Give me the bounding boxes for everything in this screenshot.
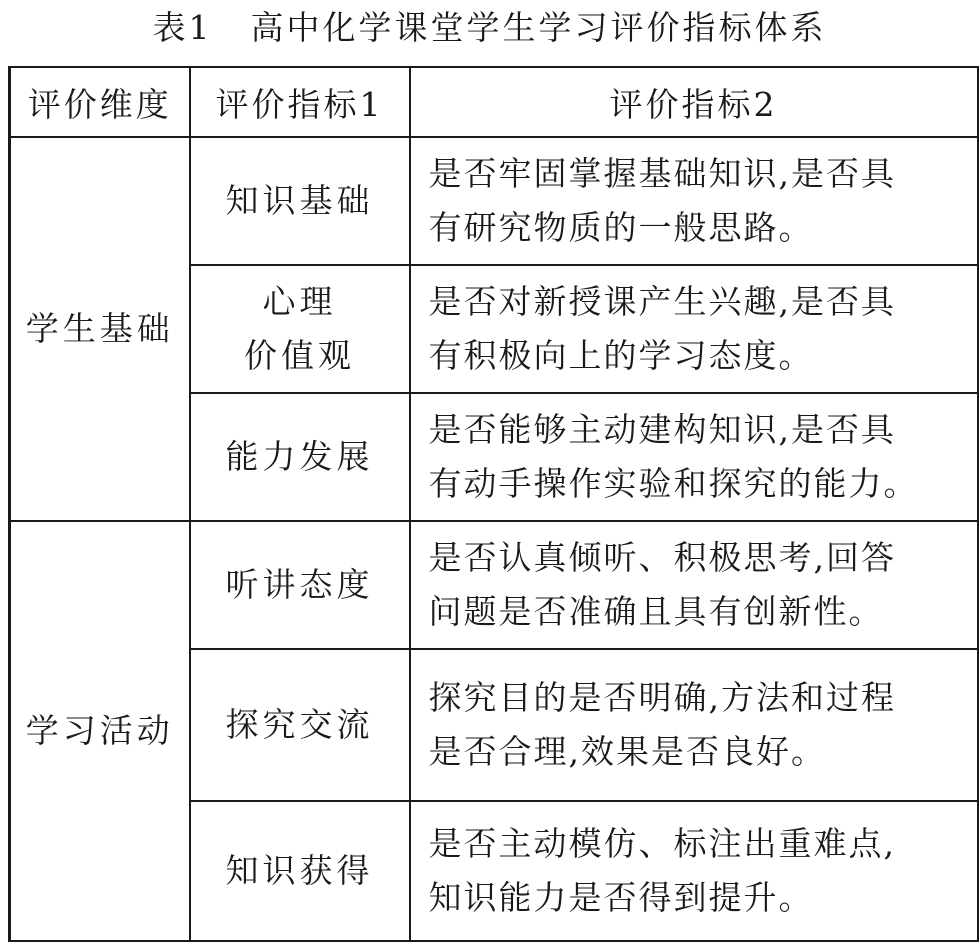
indicator2-line: 是否主动模仿、标注出重难点,	[428, 824, 896, 863]
header-row	[10, 67, 978, 137]
indicator1-line: 听讲态度	[225, 565, 374, 604]
table-caption	[0, 0, 979, 60]
table-row	[10, 137, 978, 265]
indicator2-cell	[410, 521, 978, 649]
indicator1-cell	[190, 521, 410, 649]
indicator2-line: 是否认真倾听、积极思考,回答	[428, 538, 896, 577]
indicator2-line: 有动手操作实验和探究的能力。	[428, 464, 919, 503]
indicator2-line: 知识能力是否得到提升。	[428, 878, 814, 917]
indicator2-cell	[410, 137, 978, 265]
indicator2-cell	[410, 393, 978, 521]
evaluation-table	[8, 66, 979, 942]
indicator2-line: 是否牢固掌握基础知识,是否具	[428, 154, 896, 193]
indicator1-line: 能力发展	[225, 437, 374, 476]
indicator1-line: 心理	[262, 282, 337, 321]
indicator2-line: 是否对新授课产生兴趣,是否具	[428, 282, 896, 321]
dimension-cell: 学生基础	[10, 137, 190, 521]
indicator1-cell	[190, 393, 410, 521]
indicator1-line: 知识获得	[225, 851, 374, 890]
indicator1-cell	[190, 265, 410, 393]
indicator1-line: 知识基础	[225, 181, 374, 220]
indicator2-cell	[410, 649, 978, 801]
header-indicator-1: 评价指标1	[190, 67, 410, 137]
indicator2-line: 有积极向上的学习态度。	[428, 336, 814, 375]
indicator2-line: 是否能够主动建构知识,是否具	[428, 410, 896, 449]
table-row	[10, 521, 978, 649]
header-indicator-2: 评价指标2	[410, 67, 978, 137]
indicator1-cell	[190, 137, 410, 265]
indicator1-line: 探究交流	[225, 705, 374, 744]
header-dimension: 评价维度	[10, 67, 190, 137]
indicator1-cell	[190, 649, 410, 801]
indicator2-line: 探究目的是否明确,方法和过程	[428, 678, 896, 717]
indicator2-cell	[410, 801, 978, 941]
indicator2-line: 是否合理,效果是否良好。	[428, 732, 826, 771]
indicator2-line: 问题是否准确且具有创新性。	[428, 592, 884, 631]
dimension-cell: 学习活动	[10, 521, 190, 941]
indicator1-cell	[190, 801, 410, 941]
indicator2-cell	[410, 265, 978, 393]
indicator1-line: 价值观	[244, 336, 355, 375]
table-number: 表1	[152, 8, 213, 47]
table-title: 高中化学课堂学生学习评价指标体系	[250, 8, 827, 47]
indicator2-line: 有研究物质的一般思路。	[428, 208, 814, 247]
